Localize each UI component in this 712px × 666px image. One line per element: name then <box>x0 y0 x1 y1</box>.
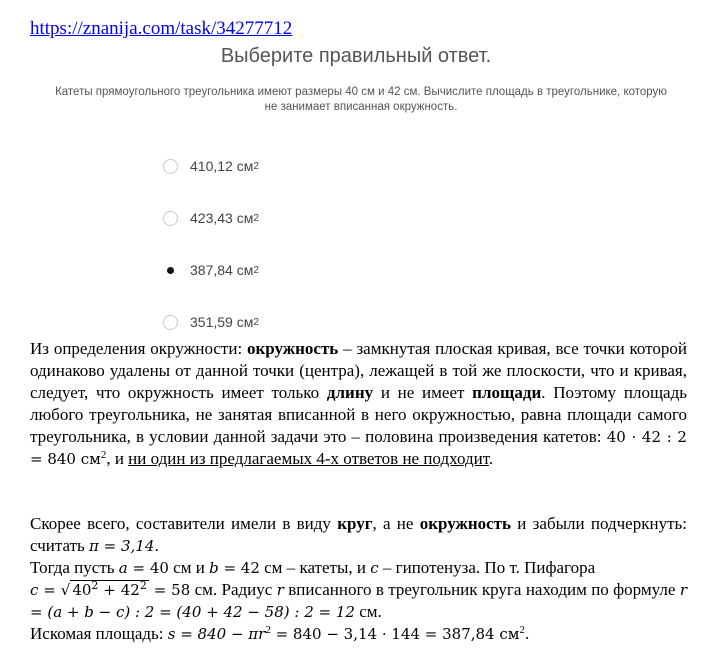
quiz-title: Выберите правильный ответ. <box>220 45 492 67</box>
bold-term: площади <box>472 383 542 402</box>
option-value: 410,12 <box>190 158 233 174</box>
value: + 42 <box>98 581 140 599</box>
text: см. <box>354 602 382 621</box>
var-r: r <box>276 581 284 599</box>
var-b: b <box>209 559 219 577</box>
question-line-1: Катеты прямоугольного треугольника имеют размеры 40 см и 42 см. Вычислите площадь в треугольнике, которую <box>55 86 667 98</box>
bold-term: окружность <box>246 339 339 358</box>
text: и забыли подчеркнуть: считать <box>30 514 687 555</box>
radicand <box>70 580 149 599</box>
underlined-conclusion: ни один из предлагаемых 4-х ответов не подходит <box>128 449 489 468</box>
bold-term: окружность <box>419 514 512 533</box>
radio-button-icon[interactable] <box>163 159 178 174</box>
bold-term: длину <box>326 383 374 402</box>
answer-option-2[interactable] <box>163 208 259 228</box>
superscript: 2 <box>139 579 147 592</box>
option-unit-power: 2 <box>253 212 259 224</box>
area-result: = 840 − 3,14 · 144 = 387,84 см <box>270 625 520 643</box>
text: см. Радиус <box>190 580 277 599</box>
text: см – катеты, и <box>259 558 371 577</box>
text: Тогда пусть <box>30 558 119 577</box>
superscript: 2 <box>100 449 107 461</box>
answer-option-1[interactable] <box>163 156 259 176</box>
var-c: c <box>30 581 39 599</box>
quiz-question <box>30 85 692 115</box>
text: – замкнутая плоская кривая, все точки которой одинаково удалены от данной точки (центра), лежащей в той же плоскости, что и кривая, следует, что окружность имеет только <box>30 339 687 402</box>
option-unit-power: 2 <box>253 316 259 328</box>
equals: = <box>38 581 61 599</box>
text: . <box>524 624 530 643</box>
radio-button-selected-icon[interactable] <box>163 263 178 278</box>
text: Из определения окружности: <box>30 339 247 358</box>
question-line-2: не занимает вписанная окружность. <box>264 101 458 113</box>
solution-paragraph-2 <box>30 513 687 557</box>
superscript: 2 <box>91 579 99 592</box>
math-expression: 40 · 42 : 2 = 840 см <box>30 428 687 468</box>
text: . Поэтому площадь любого треугольника, не занятая вписанной в него окружностью, равна площади самого треугольника, в условии данной задачи это – половина произведения катетов: <box>30 383 687 446</box>
text: Скорее всего, составители имели в виду <box>30 514 338 533</box>
text: – гипотенуза. По т. Пифагора <box>378 558 596 577</box>
option-unit: см <box>236 158 254 174</box>
value: = 58 <box>148 581 191 599</box>
var-a: a <box>118 559 128 577</box>
option-value: 387,84 <box>190 262 233 278</box>
pi-value: π = 3,14. <box>89 537 160 555</box>
text: Искомая площадь: <box>30 624 168 643</box>
bold-term: круг <box>337 514 373 533</box>
value: = 42 <box>218 559 260 577</box>
option-value: 423,43 <box>190 210 233 226</box>
solution-paragraph-3 <box>30 557 687 645</box>
answer-option-4[interactable] <box>163 312 259 332</box>
text: . <box>488 449 494 468</box>
radio-button-icon[interactable] <box>163 315 178 330</box>
option-unit-power: 2 <box>253 160 259 172</box>
superscript: 2 <box>519 624 525 636</box>
area-formula: s = 840 − πr <box>167 625 266 643</box>
option-unit-power: 2 <box>253 264 259 276</box>
option-unit: см <box>236 210 254 226</box>
sqrt-icon: √ <box>60 581 71 599</box>
text: см и <box>168 558 210 577</box>
option-unit: см <box>236 262 254 278</box>
radius-formula: r = (a + b − c) : 2 = (40 + 42 − 58) : 2 = 12 <box>30 581 687 621</box>
task-link[interactable]: https://znanija.com/task/34277712 <box>30 18 293 39</box>
value: 40 <box>72 581 92 599</box>
var-c: c <box>370 559 379 577</box>
text: , а не <box>372 514 420 533</box>
option-unit: см <box>236 314 254 330</box>
text: вписанного в треугольник круга находим по формуле <box>283 580 680 599</box>
radio-button-icon[interactable] <box>163 211 178 226</box>
superscript: 2 <box>265 624 271 636</box>
solution-paragraph-1 <box>30 338 687 470</box>
text: и не имеет <box>373 383 473 402</box>
answer-option-3[interactable] <box>163 260 259 280</box>
value: = 40 <box>127 559 169 577</box>
option-value: 351,59 <box>190 314 233 330</box>
text: , и <box>106 449 129 468</box>
